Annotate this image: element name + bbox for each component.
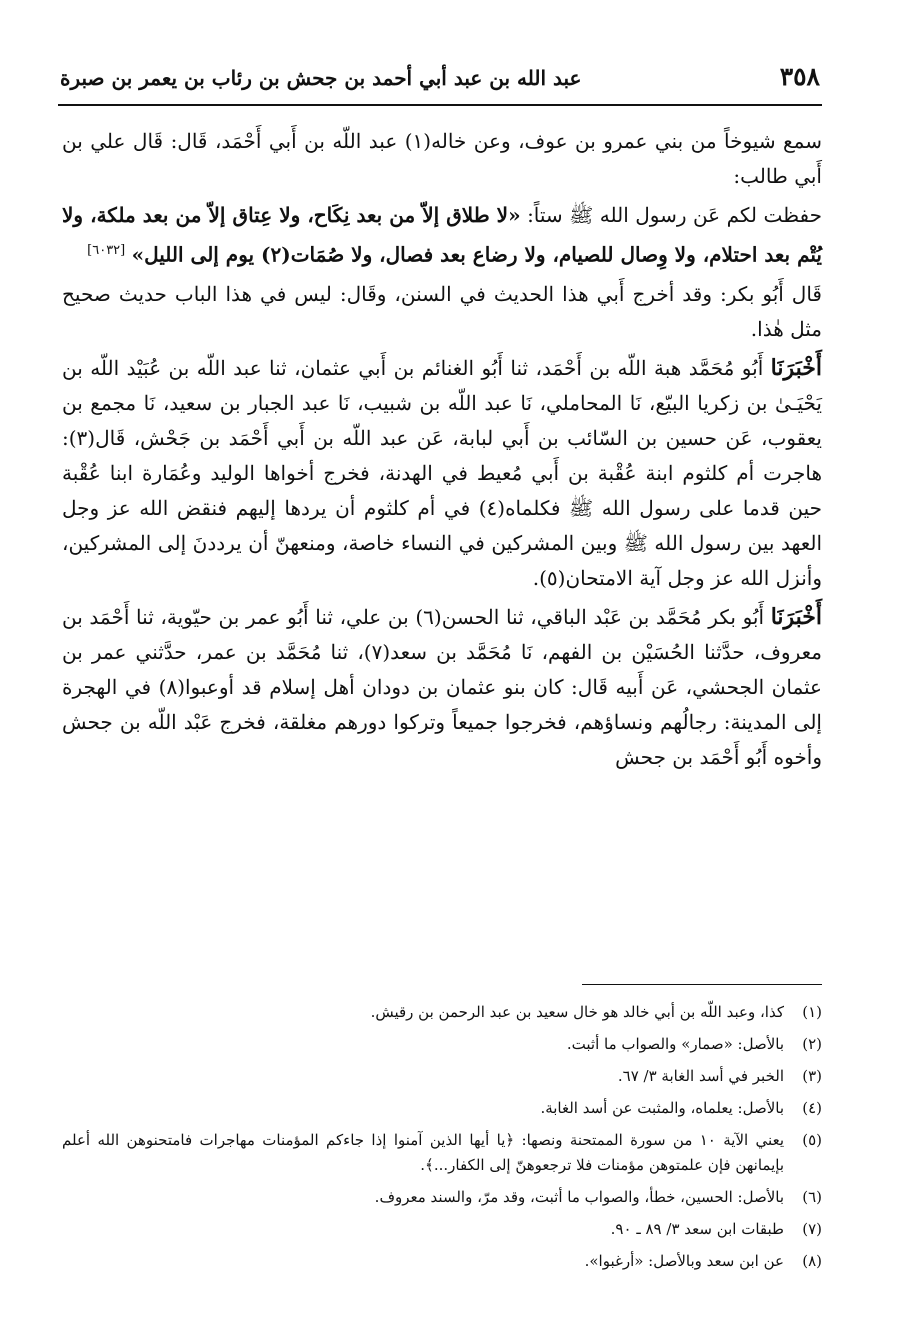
footnote-divider <box>582 984 822 985</box>
main-text <box>62 124 822 779</box>
page-header <box>60 62 820 98</box>
footnote-number: (٢) <box>802 1035 822 1053</box>
footnote-number: (٤) <box>802 1099 822 1117</box>
footnote-number: (٧) <box>802 1220 822 1238</box>
running-title: عبد الله بن عبد أبي أحمد بن جحش بن رئاب بن يعمر بن صبرة <box>60 66 582 90</box>
footnote-item <box>62 1000 822 1025</box>
isnad-lead-word: أَخْبَرَنَا <box>770 354 822 381</box>
footnote-number: (٣) <box>802 1067 822 1085</box>
footnote-item <box>62 1128 822 1178</box>
hadith-reference-number: [٦٠٣٢] <box>87 243 126 258</box>
paragraph-3 <box>62 277 822 347</box>
footnote-text: بالأصل: «صمار» والصواب ما أثبت. <box>566 1035 784 1053</box>
paragraph-4 <box>62 351 822 596</box>
paragraph-text: أَبُو بكر مُحَمَّد بن عَبْد الباقي، ثنا الحسن(٦) بن علي، ثنا أَبُو عمر بن حيّوية، ثنا أَحْمَد بن معروف، حدَّثنا الحُسَيْن بن الفهم، نَا مُحَمَّد بن سعد(٧)، ثنا مُحَمَّد بن عمر، حدَّثني عمر بن عثمان الجحشي، عَن أَبيه قَال: كان بنو عثمان بن دودان أهل إسلام قد أوعبوا(٨) في الهجرة إلى المدينة: رجالُهم ونساؤهم، فخرجوا جميعاً وتركوا دورهم مغلقة، فخرج عَبْد اللّه بن جحش وأخوه أَبُو أَحْمَد بن جحش <box>62 604 822 769</box>
footnote-item <box>62 1217 822 1242</box>
paragraph-text: سمع شيوخاً من بني عمرو بن عوف، وعن خاله(١) عبد اللّه بن أَبي أَحْمَد، قَال: قَال علي بن أَبي طالب: <box>62 129 822 188</box>
footnote-number: (١) <box>802 1003 822 1021</box>
footnote-text: بالأصل: يعلماه، والمثبت عن أسد الغابة. <box>540 1099 784 1117</box>
header-divider <box>58 104 822 106</box>
footnote-text: طبقات ابن سعد ٣/ ٨٩ ـ ٩٠. <box>610 1220 784 1238</box>
footnote-text: بالأصل: الحسين، خطأ، والصواب ما أثبت، وقد مرّ، والسند معروف. <box>374 1188 784 1206</box>
footnote-item <box>62 1064 822 1089</box>
footnote-text: الخبر في أسد الغابة ٣/ ٦٧. <box>617 1067 784 1085</box>
hadith-text: «لا طلاق إلاّ من بعد نِكَاح، ولا عِتاق إلاّ من بعد ملكة، ولا يُتْم بعد احتلام، ولا وِصال للصيام، ولا رضاع بعد فصال، ولا صُمَات(٢) يوم إلى الليل» <box>62 203 822 267</box>
footnote-item <box>62 1185 822 1210</box>
footnote-number: (٨) <box>802 1252 822 1270</box>
paragraph-1 <box>62 124 822 194</box>
paragraph-text: قَال أَبُو بكر: وقد أخرج أَبي هذا الحديث في السنن، وقَال: ليس في هذا الباب حديث صحيح مثل هٰذا. <box>62 281 822 341</box>
footnote-item <box>62 1096 822 1121</box>
footnote-number: (٥) <box>802 1131 822 1149</box>
paragraph-5 <box>62 600 822 775</box>
footnote-item <box>62 1032 822 1057</box>
paragraph-hadith <box>62 198 822 273</box>
paragraph-text: أَبُو مُحَمَّد هبة اللّه بن أَحْمَد، ثنا أَبُو الغنائم بن أَبي عثمان، ثنا عبد اللّه بن عُبَيْد اللّه بن يَحْيَـىٰ بن زكريا البيّع، نَا المحاملي، نَا عبد اللّه بن شبيب، نَا عبد الجبار بن سعيد، نَا مجمع بن يعقوب، عَن حسين بن السّائب بن أَبي لبابة، عَن عبد اللّه بن أَبي أَحْمَد بن جَحْش، قَال(٣): هاجرت أم كلثوم ابنة عُقْبة بن أَبي مُعيط في الهدنة، فخرج أخواها الوليد وعُمَارة ابنا عُقْبة حين قدما على رسول الله ﷺ فكلماه(٤) في أم كلثوم أن يردها إليهم فنقض الله عز وجل العهد بين رسول الله ﷺ وبين المشركين في النساء خاصة، ومنعهنّ أن يرددنَ إلى المشركين، وأنزل الله عز وجل آية الامتحان(٥). <box>62 355 822 590</box>
footnote-text: يعني الآية ١٠ من سورة الممتحنة ونصها: ﴿يا أيها الذين آمنوا إذا جاءكم المؤمنات مهاجرات فامتحنوهن الله أعلم بإيمانهن فإن علمتوهن مؤمنات فلا ترجعوهنّ إلى الكفار...﴾. <box>62 1131 784 1174</box>
footnote-text: كذا، وعبد اللّه بن أبي خالد هو خال سعيد بن عبد الرحمن بن رقيش. <box>370 1003 784 1021</box>
footnotes <box>62 1000 822 1281</box>
isnad-lead-word: أَخْبَرَنَا <box>770 603 823 630</box>
footnote-item <box>62 1249 822 1274</box>
footnote-number: (٦) <box>802 1188 822 1206</box>
hadith-intro: حفظت لكم عَن رسول الله ﷺ ستاً: <box>527 203 822 227</box>
footnote-text: عن ابن سعد وبالأصل: «أرغبوا». <box>584 1252 784 1270</box>
page-number: ٣٥٨ <box>779 62 820 91</box>
